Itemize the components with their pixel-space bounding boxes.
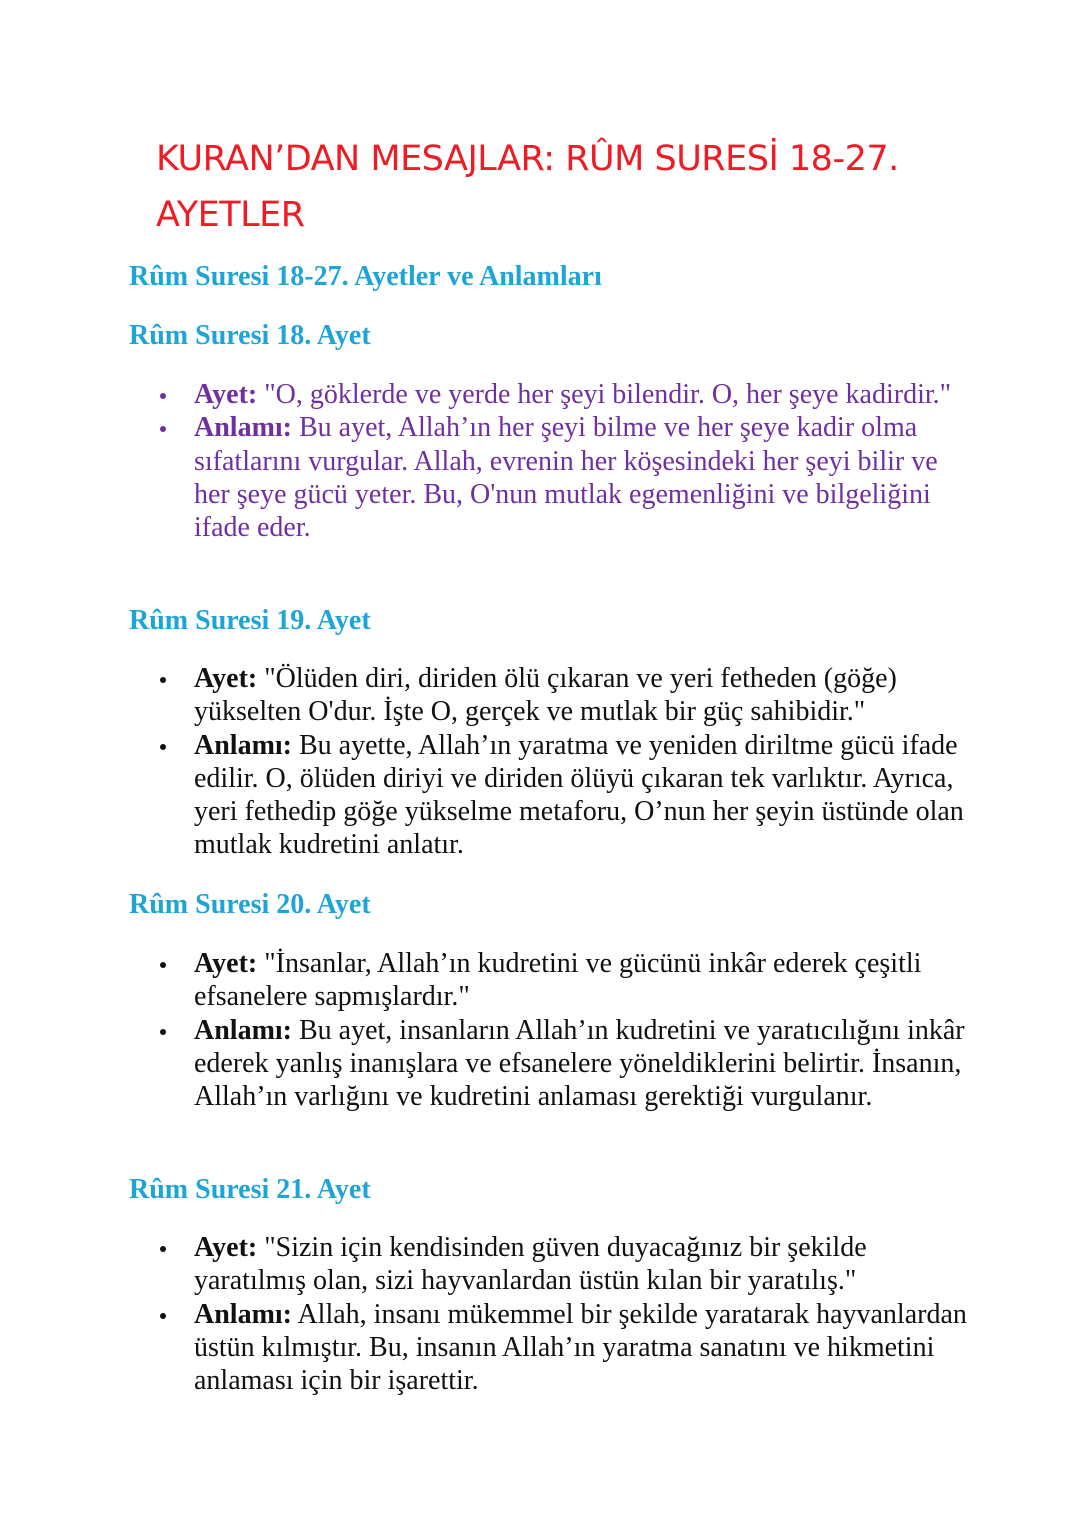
list-item-ayet [155, 1231, 975, 1298]
list-item-anlam [155, 729, 975, 862]
list-item-ayet [155, 662, 975, 729]
list-item-ayet [155, 378, 975, 411]
anlam-label: Anlamı: [194, 1298, 292, 1330]
ayet-text: "Ölüden diri, diriden ölü çıkaran ve yeri fetheden (göğe) yükselten O'dur. İşte O, gerçek ve mutlak bir güç sahibidir." [194, 663, 897, 728]
anlam-label: Anlamı: [194, 729, 292, 761]
page-title: KURAN’DAN MESAJLAR: RÛM SURESİ 18-27. AYETLER [156, 139, 899, 235]
section-list-ayet-21 [155, 1231, 975, 1397]
section-heading-ayet-18: Rûm Suresi 18. Ayet [129, 320, 371, 351]
bullet-icon [160, 1313, 166, 1319]
list-item-ayet [155, 947, 975, 1014]
section-list-ayet-20 [155, 947, 975, 1113]
section-heading-ayet-20: Rûm Suresi 20. Ayet [129, 889, 371, 920]
bullet-icon [160, 1029, 166, 1035]
anlam-text: Bu ayet, Allah’ın her şeyi bilme ve her şeye kadir olma sıfatlarını vurgular. Allah, evrenin her köşesindeki her şeyi bilir ve her şeye gücü yeter. Bu, O'nun mutlak egemenliğini ve bilgeliğini ifade eder. [194, 412, 938, 544]
ayet-label: Ayet: [194, 379, 258, 410]
ayet-text: "O, göklerde ve yerde her şeyi bilendir. O, her şeye kadirdir." [257, 379, 952, 410]
section-heading-ayet-21: Rûm Suresi 21. Ayet [129, 1174, 371, 1205]
anlam-text: Bu ayette, Allah’ın yaratma ve yeniden diriltme gücü ifade edilir. O, ölüden diriyi ve diriden ölüyü çıkaran tek varlıktır. Ayrıca, yeri fethedip göğe yükselme metaforu, O’nun her şeyin üstünde olan mutlak kudretini anlatır. [194, 729, 964, 861]
bullet-icon [160, 744, 166, 750]
list-item-anlam [155, 411, 975, 544]
bullet-icon [160, 677, 166, 683]
ayet-text: "Sizin için kendisinden güven duyacağınız bir şekilde yaratılmış olan, sizi hayvanlardan üstün kılan bir yaratılış." [194, 1232, 867, 1297]
section-list-ayet-19 [155, 662, 975, 862]
anlam-text: Allah, insanı mükemmel bir şekilde yaratarak hayvanlardan üstün kılmıştır. Bu, insanın Allah’ın yaratma sanatını ve hikmetini anlaması için bir işarettir. [194, 1298, 967, 1397]
bullet-icon [160, 393, 166, 399]
section-heading-ayet-19: Rûm Suresi 19. Ayet [129, 605, 371, 636]
list-item-anlam [155, 1298, 975, 1398]
ayet-label: Ayet: [194, 948, 258, 979]
ayet-label: Ayet: [194, 1232, 258, 1263]
bullet-icon [160, 1246, 166, 1252]
anlam-label: Anlamı: [194, 412, 292, 444]
anlam-text: Bu ayet, insanların Allah’ın kudretini ve yaratıcılığını inkâr ederek yanlış inanışlara ve efsanelere yöneldiklerini belirtir. İnsanın, Allah’ın varlığını ve kudretini anlaması gerektiği vurgulanır. [194, 1014, 965, 1113]
subtitle-heading: Rûm Suresi 18-27. Ayetler ve Anlamları [129, 261, 602, 292]
anlam-label: Anlamı: [194, 1014, 292, 1046]
bullet-icon [160, 426, 166, 432]
ayet-label: Ayet: [194, 663, 258, 694]
bullet-icon [160, 962, 166, 968]
section-list-ayet-18 [155, 378, 975, 544]
ayet-text: "İnsanlar, Allah’ın kudretini ve gücünü inkâr ederek çeşitli efsanelere sapmışlardır." [194, 948, 922, 1013]
list-item-anlam [155, 1014, 975, 1114]
